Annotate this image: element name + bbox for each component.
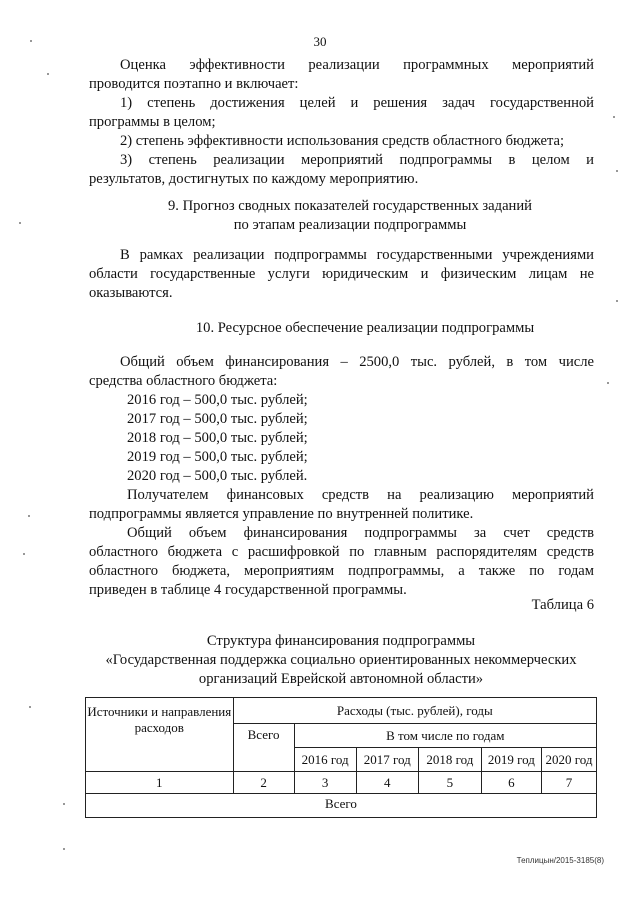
funding-2017: 2017 год – 500,0 тыс. рублей; <box>127 411 308 427</box>
header-year-2016: 2016 год <box>294 748 356 772</box>
header-year-2017: 2017 год <box>356 748 418 772</box>
para1-line-1: Оценка эффективности реализации программных мероприятий <box>120 57 594 73</box>
page-number: 30 <box>313 34 327 49</box>
table-title-line-2: «Государственная поддержка социально ориентированных некоммерческих <box>105 652 577 668</box>
scan-speck <box>607 382 609 384</box>
scan-speck <box>23 553 25 555</box>
para1-line-2: проводится поэтапно и включает: <box>89 76 299 92</box>
funding-2019: 2019 год – 500,0 тыс. рублей; <box>127 449 308 465</box>
para2-line-2: области государственные услуги юридическим и физическим лицам не <box>89 266 594 282</box>
table-label: Таблица 6 <box>531 597 594 613</box>
funding-2018: 2018 год – 500,0 тыс. рублей; <box>127 430 308 446</box>
scan-speck <box>63 848 65 850</box>
para3-line-1: Общий объем финансирования – 2500,0 тыс. рублей, в том числе <box>120 354 594 370</box>
scan-speck <box>63 803 65 805</box>
header-year-2018: 2018 год <box>418 748 481 772</box>
column-number-row <box>86 772 597 794</box>
funding-2020: 2020 год – 500,0 тыс. рублей. <box>127 468 308 484</box>
para1-line-4: программы в целом; <box>89 114 216 130</box>
column-number: 2 <box>233 772 294 794</box>
header-including-years: В том числе по годам <box>294 724 596 748</box>
section9-title-line-1: 9. Прогноз сводных показателей государственных заданий <box>168 198 532 214</box>
para2-line-1: В рамках реализации подпрограммы государственными учреждениями <box>120 247 594 263</box>
scan-speck <box>613 116 615 118</box>
header-year-2020: 2020 год <box>541 748 596 772</box>
column-number: 7 <box>541 772 596 794</box>
header-sources: Источники и направления расходов <box>86 698 234 772</box>
para1-line-5: 2) степень эффективности использования средств областного бюджета; <box>120 133 565 149</box>
para2-line-3: оказываются. <box>89 285 173 301</box>
column-number: 3 <box>294 772 356 794</box>
table-title-line-3: организаций Еврейской автономной области» <box>198 671 484 687</box>
scan-speck <box>29 706 31 708</box>
para3-line-8: Получателем финансовых средств на реализацию мероприятий <box>127 487 594 503</box>
scan-speck <box>616 170 618 172</box>
para3-line-10: Общий объем финансирования подпрограммы за счет средств <box>127 525 594 541</box>
para3-line-12: областного бюджета, мероприятиям подпрограммы, а также по годам <box>89 563 594 579</box>
para1-line-6: 3) степень реализации мероприятий подпрограммы в целом и <box>120 152 594 168</box>
total-row-label: Всего <box>86 794 597 818</box>
column-number: 5 <box>418 772 481 794</box>
para3-line-9: подпрограммы является управление по внутренней политике. <box>89 506 474 522</box>
column-number: 4 <box>356 772 418 794</box>
section9-title-line-2: по этапам реализации подпрограммы <box>233 217 467 233</box>
table-total-row <box>86 794 597 818</box>
header-total: Всего <box>233 724 294 772</box>
scan-speck <box>616 300 618 302</box>
para3-line-13: приведен в таблице 4 государственной программы. <box>89 582 407 598</box>
scan-speck <box>30 40 32 42</box>
para1-line-7: результатов, достигнутых по каждому мероприятию. <box>89 171 419 187</box>
financing-table <box>85 697 597 818</box>
funding-2016: 2016 год – 500,0 тыс. рублей; <box>127 392 308 408</box>
section10-title: 10. Ресурсное обеспечение реализации подпрограммы <box>195 320 535 336</box>
scan-speck <box>19 222 21 224</box>
column-number: 1 <box>86 772 234 794</box>
para3-line-2: средства областного бюджета: <box>89 373 278 389</box>
header-expenses: Расходы (тыс. рублей), годы <box>233 698 596 724</box>
column-number: 6 <box>481 772 541 794</box>
table-title-line-1: Структура финансирования подпрограммы <box>206 633 476 649</box>
scan-speck <box>28 515 30 517</box>
header-year-2019: 2019 год <box>481 748 541 772</box>
footer-reference: Теплицын/2015-3185(8) <box>516 856 604 865</box>
para1-line-3: 1) степень достижения целей и решения задач государственной <box>120 95 594 111</box>
para3-line-11: областного бюджета с расшифровкой по главным распорядителям средств <box>89 544 594 560</box>
scan-speck <box>47 73 49 75</box>
